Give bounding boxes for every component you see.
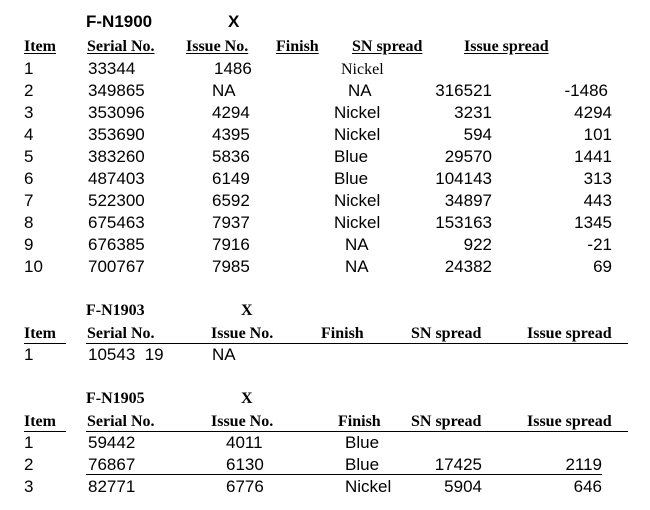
header-underline [24,343,66,344]
cell-serial: 675463 [88,213,145,232]
cell-sn-spread: 24382 [444,257,492,276]
header-underline [86,343,628,344]
cell-finish: Nickel [334,191,381,210]
cell-finish: Nickel [334,213,381,232]
cell-sn-spread: 34897 [444,191,492,210]
cell-sn-spread: 17425 [434,455,482,474]
header-underline [24,431,66,432]
cell-sn-spread: 594 [463,125,492,144]
header-sn-spread: SN spread [411,413,482,430]
cell-finish: Nickel [341,61,384,78]
cell-serial: 76867 [88,455,136,474]
cell-serial: 33344 [88,59,136,78]
cell-serial: 59442 [88,433,136,452]
header-sn-spread: SN spread [352,38,423,55]
cell-item: 10 [24,257,43,276]
header-issue-spread: Issue spread [527,325,612,342]
cell-serial: 487403 [88,169,145,188]
cell-item: 4 [24,125,34,144]
header-issue-no: Issue No. [211,413,274,430]
cell-finish: NA [348,81,372,100]
cell-serial: 82771 [88,477,136,496]
cell-serial: 700767 [88,257,145,276]
cell-finish: Blue [345,433,380,452]
header-serial-no: Serial No. [87,413,155,430]
cell-item: 3 [24,477,34,496]
cell-sn-spread: 922 [463,235,492,254]
cell-issue: 4395 [212,125,250,144]
cell-serial: 676385 [88,235,145,254]
cell-finish: Nickel [345,477,392,496]
cell-item: 8 [24,213,34,232]
cell-issue: NA [212,81,236,100]
cell-issue: 7937 [212,213,250,232]
cell-item: 7 [24,191,34,210]
cell-item: 2 [24,81,34,100]
cell-item: 6 [24,169,34,188]
header-serial-no: Serial No. [87,325,155,342]
cell-finish: NA [345,235,369,254]
header-issue-spread: Issue spread [527,413,612,430]
cell-serial: 353690 [88,125,145,144]
header-underline [86,431,628,432]
cell-sn-spread: 3231 [454,103,492,122]
cell-item: 1 [24,433,34,452]
cell-issue-spread: 101 [583,125,612,144]
cell-issue: 6776 [226,477,264,496]
cell-serial: 10543 19 [88,345,164,364]
cell-item: 3 [24,103,34,122]
cell-finish: Blue [334,147,369,166]
cell-issue: 4011 [226,433,263,452]
cell-sn-spread: 104143 [435,169,492,188]
cell-issue: 5836 [212,147,250,166]
cell-finish: Blue [334,169,369,188]
cell-issue: 7916 [212,235,250,254]
header-sn-spread: SN spread [411,325,482,342]
cell-issue: NA [212,345,236,364]
cell-issue-spread: -21 [587,235,612,254]
cell-issue-spread: 1345 [574,213,612,232]
cell-serial: 383260 [88,147,145,166]
cell-issue-spread: 646 [573,477,602,496]
section-mark: X [228,12,240,31]
cell-sn-spread: 29570 [444,147,492,166]
header-issue-no: Issue No. [186,38,249,55]
header-serial-no: Serial No. [87,38,155,55]
cell-finish: Blue [345,455,380,474]
cell-item: 5 [24,147,34,166]
section-title: F-N1903 [86,302,145,319]
cell-issue: 7985 [212,257,250,276]
cell-sn-spread: 316521 [435,81,492,100]
section-mark: X [241,302,253,319]
header-item: Item [24,413,56,430]
cell-finish: Nickel [334,103,381,122]
cell-sn-spread: 153163 [435,213,492,232]
cell-issue-spread: -1486 [564,81,608,100]
header-finish: Finish [276,38,319,55]
cell-issue: 1486 [214,59,252,78]
header-issue-no: Issue No. [211,325,274,342]
cell-serial: 349865 [88,81,145,100]
cell-item: 9 [24,235,34,254]
cell-issue-spread: 313 [583,169,612,188]
cell-item: 1 [24,59,34,78]
cell-issue: 6130 [226,455,264,474]
cell-issue: 6149 [212,169,250,188]
cell-serial: 522300 [88,191,145,210]
cell-issue-spread: 1441 [574,147,612,166]
cell-issue: 6592 [212,191,250,210]
row-underline [86,474,602,475]
cell-finish: NA [345,257,369,276]
cell-issue: 4294 [212,103,250,122]
section-title: F-N1905 [86,390,145,407]
cell-item: 2 [24,455,34,474]
cell-item: 1 [24,345,34,364]
cell-finish: Nickel [334,125,381,144]
cell-issue-spread: 2119 [565,455,602,474]
cell-sn-spread: 5904 [444,477,482,496]
section-mark: X [241,390,253,407]
header-issue-spread: Issue spread [464,38,549,55]
cell-issue-spread: 69 [593,257,612,276]
cell-issue-spread: 443 [583,191,612,210]
header-finish: Finish [338,413,381,430]
header-item: Item [24,38,56,55]
header-finish: Finish [321,325,364,342]
header-item: Item [24,325,56,342]
cell-issue-spread: 4294 [574,103,612,122]
cell-serial: 353096 [88,103,145,122]
section-title: F-N1900 [86,12,153,31]
